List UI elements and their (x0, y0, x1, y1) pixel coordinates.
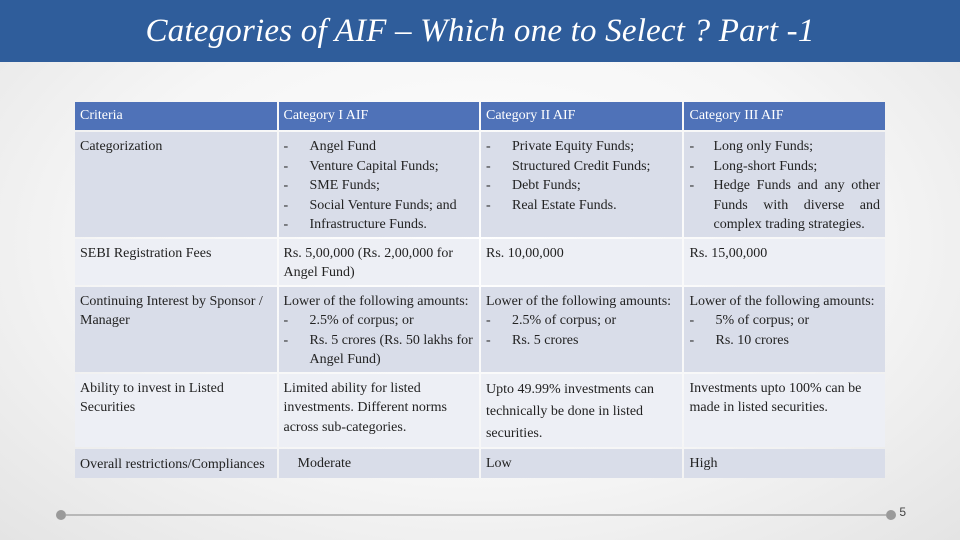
interest-intro: Lower of the following amounts: (485, 293, 672, 309)
criteria-label: Categorization (75, 132, 277, 237)
header-criteria: Criteria (75, 102, 277, 130)
interest-cat3 (684, 287, 885, 372)
header-category-3: Category III AIF (684, 102, 885, 130)
header-category-1: Category I AIF (279, 102, 479, 130)
categorization-cat3 (684, 132, 885, 237)
list-item: - Rs. 5 crores (486, 331, 678, 351)
criteria-label: Continuing Interest by Sponsor / Manager (75, 287, 277, 372)
list-item: - Private Equity Funds; (486, 137, 678, 157)
restrictions-cat2: Low (481, 449, 683, 478)
list-item: - 2.5% of corpus; or (486, 311, 678, 331)
table-row-listed (75, 374, 885, 447)
listed-cat2: Upto 49.99% investments can technically be done in listed securities. (481, 374, 683, 447)
list-item: - Long-short Funds; (689, 157, 880, 177)
interest-intro: Lower of the following amounts: (689, 293, 875, 309)
list-item: - Rs. 5 crores (Rs. 50 lakhs for Angel Fund) (284, 331, 474, 370)
decorative-dot-right (886, 510, 896, 520)
list-item: - 5% of corpus; or (689, 311, 880, 331)
criteria-label: Ability to invest in Listed Securities (75, 374, 277, 447)
title-bar (0, 0, 960, 62)
criteria-label: Overall restrictions/Compliances (75, 449, 277, 478)
table-header-row (75, 102, 885, 130)
list-item: - Social Venture Funds; and (284, 196, 474, 216)
interest-intro: Lower of the following amounts: (283, 293, 469, 309)
list-item: - 2.5% of corpus; or (284, 311, 474, 331)
slide-number: 5 (899, 505, 906, 519)
decorative-dot-left (56, 510, 66, 520)
categorization-cat1 (279, 132, 479, 237)
table-row-interest (75, 287, 885, 372)
table-row-fees (75, 239, 885, 285)
listed-cat1: Limited ability for listed investments. Different norms across sub-categories. (279, 374, 479, 447)
fees-cat3: Rs. 15,00,000 (684, 239, 885, 285)
slide-title: Categories of AIF – Which one to Select ? Part -1 (145, 12, 815, 49)
aif-categories-table (73, 100, 887, 480)
list-item: - Venture Capital Funds; (284, 157, 474, 177)
list-item: - Angel Fund (284, 137, 474, 157)
list-item: - Rs. 10 crores (689, 331, 880, 351)
categorization-cat2 (481, 132, 683, 237)
list-item: - Structured Credit Funds; (486, 157, 678, 177)
list-item: - Long only Funds; (689, 137, 880, 157)
list-item: - Infrastructure Funds. (284, 215, 474, 235)
table-row-categorization (75, 132, 885, 237)
list-item: - SME Funds; (284, 176, 474, 196)
list-item: - Real Estate Funds. (486, 196, 678, 216)
listed-cat3: Investments upto 100% can be made in listed securities. (684, 374, 885, 447)
interest-cat1 (279, 287, 479, 372)
criteria-label: SEBI Registration Fees (75, 239, 277, 285)
decorative-line (66, 514, 886, 516)
table-row-restrictions (75, 449, 885, 478)
restrictions-cat3: High (684, 449, 885, 478)
restrictions-cat1-text: Moderate (297, 455, 352, 471)
header-category-2: Category II AIF (481, 102, 683, 130)
restrictions-cat1 (279, 449, 479, 478)
list-item: - Hedge Funds and any other Funds with diverse and complex trading strategies. (689, 176, 880, 235)
interest-cat2 (481, 287, 683, 372)
fees-cat2: Rs. 10,00,000 (481, 239, 683, 285)
fees-cat1: Rs. 5,00,000 (Rs. 2,00,000 for Angel Fund) (279, 239, 479, 285)
list-item: - Debt Funds; (486, 176, 678, 196)
